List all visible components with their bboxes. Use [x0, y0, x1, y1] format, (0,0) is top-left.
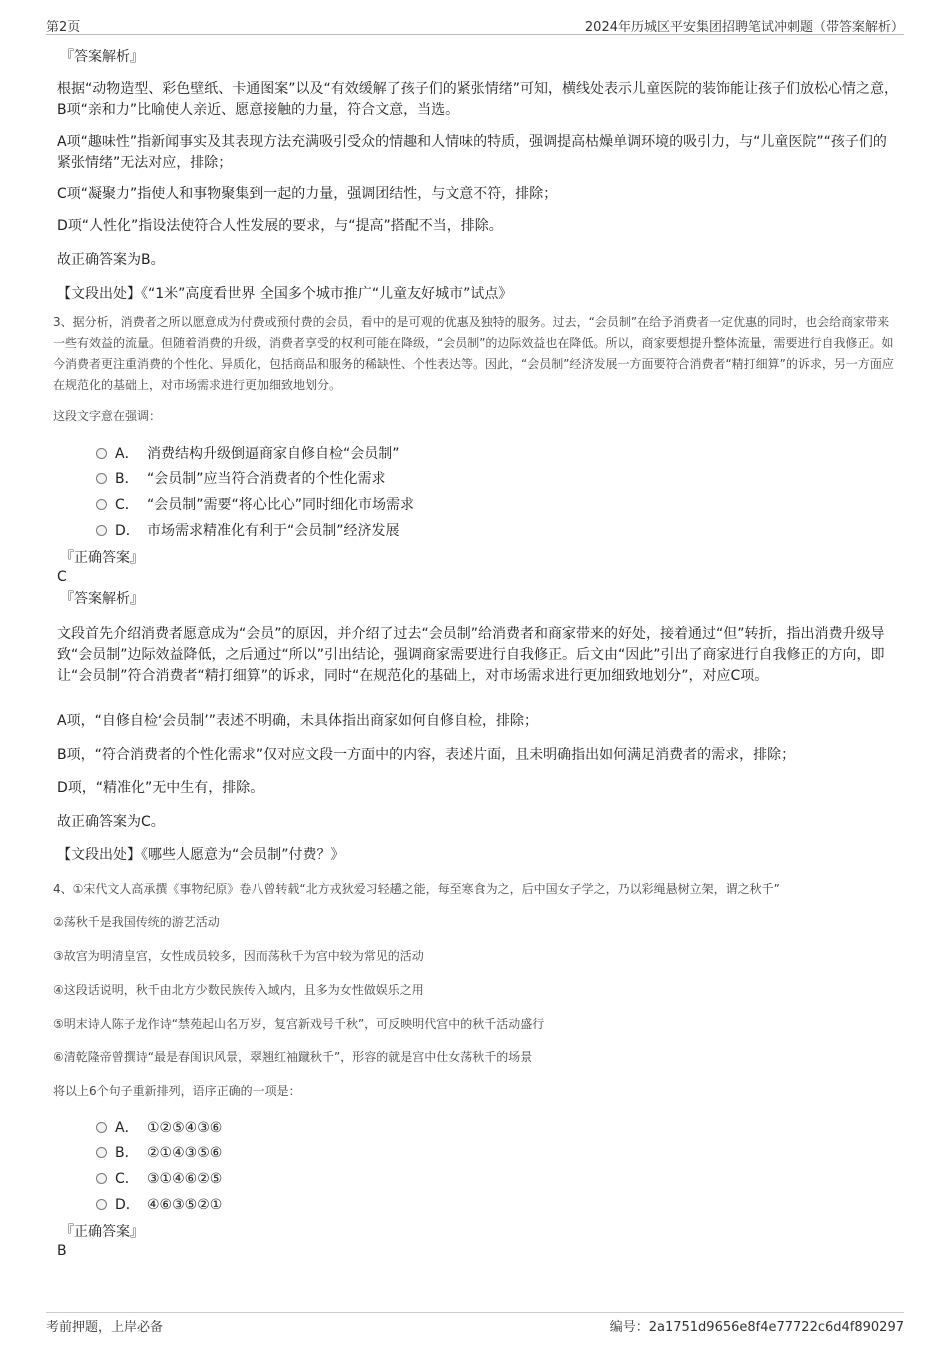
page-footer: [46, 1312, 904, 1337]
analysis-paragraph: A项“趣味性”指新闻事实及其表现方法充满吸引受众的情趣和人情味的特质，强调提高枯燥单调环境的吸引力，与“儿童医院”“孩子们的紧张情绪”无法对应，排除；: [57, 134, 887, 171]
answer-value: B: [57, 1243, 67, 1259]
sentence-2: ②荡秋千是我国传统的游艺活动: [53, 915, 220, 929]
analysis-label: 『答案解析』: [60, 49, 144, 65]
analysis-paragraph: 根据“动物造型、彩色壁纸、卡通图案”以及“有效缓解了孩子们的紧张情绪”可知，横线处表示儿童医院的装饰能让孩子们放松心情之意，B项“亲和力”比喻使人亲近、愿意接触的力量，符合文意，当选。: [57, 81, 899, 118]
option-c[interactable]: C． ③①④⑥②⑤: [96, 1169, 222, 1189]
analysis-paragraph: B项，“符合消费者的个性化需求”仅对应文段一方面中的内容，表述片面，且未明确指出如何满足消费者的需求，排除；: [57, 747, 796, 763]
conclusion: 故正确答案为B。: [57, 252, 165, 268]
radio-icon[interactable]: [96, 1122, 107, 1133]
analysis-paragraph: A项，“自修自检‘会员制’”表述不明确，未具体指出商家如何自修自检，排除；: [57, 713, 538, 729]
radio-icon[interactable]: [96, 473, 107, 484]
question-prompt: 将以上6个句子重新排列，语序正确的一项是：: [53, 1084, 301, 1098]
radio-icon[interactable]: [96, 1199, 107, 1210]
page-number: 第2页: [46, 20, 81, 35]
radio-icon[interactable]: [96, 499, 107, 510]
analysis-paragraph: D项“人性化”指设法使符合人性发展的要求，与“提高”搭配不当，排除。: [57, 218, 503, 234]
radio-icon[interactable]: [96, 525, 107, 536]
option-b[interactable]: B． “会员制”应当符合消费者的个性化需求: [96, 469, 386, 489]
option-d[interactable]: D． ④⑥③⑤②①: [96, 1195, 222, 1215]
sentence-1: 4、①宋代文人高承撰《事物纪原》卷八曾转载“北方戎狄爱习轻趫之能，每至寒食为之，后中国女子学之，乃以彩绳悬树立架，谓之秋千”: [53, 882, 780, 896]
option-b[interactable]: B． ②①④③⑤⑥: [96, 1143, 222, 1163]
answer-label: 『正确答案』: [60, 550, 144, 566]
sentence-6: ⑥清乾隆帝曾撰诗“最是春闺识风景，翠翘红袖蹴秋千”，形容的就是宫中仕女荡秋千的场景: [53, 1050, 533, 1064]
source-citation: 【文段出处】《“1米”高度看世界 全国多个城市推广“儿童友好城市”试点》: [57, 286, 513, 302]
footer-slogan: 考前押题，上岸必备: [46, 1320, 164, 1335]
question-stem: 3、据分析，消费者之所以愿意成为付费或预付费的会员，看中的是可观的优惠及独特的服务。过去，“会员制”在给予消费者一定优惠的同时，也会给商家带来一些有效益的流量。但随着消费的升级，消费者享受的权利可能在降级，“会员制”的边际效益也在降低。所以，商家要想提升整体流量，需要进行自我修正。如今消费者更注重消费的个性化、异质化，包括商品和服务的稀缺性、个性表达等。因此，“会员制”经济发展一方面要符合消费者“精打细算”的诉求，另一方面应在规范化的基础上，对市场需求进行更加细致地划分。: [53, 315, 894, 392]
document-id: 编号：2a1751d9656e8f4e77722c6d4f890297: [609, 1320, 904, 1335]
option-c[interactable]: C． “会员制”需要“将心比心”同时细化市场需求: [96, 495, 414, 515]
option-a[interactable]: A． 消费结构升级倒逼商家自修自检“会员制”: [96, 444, 400, 464]
option-a[interactable]: A． ①②⑤④③⑥: [96, 1118, 222, 1138]
answer-value: C: [57, 569, 67, 585]
analysis-paragraph: 文段首先介绍消费者愿意成为“会员”的原因，并介绍了过去“会员制”给消费者和商家带来的好处，接着通过“但”转折，指出消费升级导致“会员制”边际效益降低，之后通过“所以”引出结论，强调商家需要进行自我修正。后文由“因此”引出了商家进行自我修正的方向，即让“会员制”符合消费者“精打细算”的诉求，同时“在规范化的基础上，对市场需求进行更加细致地划分”，对应C项。: [57, 626, 885, 684]
radio-icon[interactable]: [96, 1147, 107, 1158]
page-header: [46, 14, 904, 35]
conclusion: 故正确答案为C。: [57, 814, 165, 830]
analysis-paragraph: D项，“精准化”无中生有，排除。: [57, 780, 265, 796]
sentence-3: ③故宫为明清皇宫，女性成员较多，因而荡秋千为宫中较为常见的活动: [53, 949, 424, 963]
document-title: 2024年历城区平安集团招聘笔试冲刺题（带答案解析）: [584, 20, 904, 35]
sentence-5: ⑤明末诗人陈子龙作诗“禁苑起山名万岁，复宫新戏号千秋”，可反映明代宫中的秋千活动盛行: [53, 1017, 545, 1031]
sentence-4: ④这段话说明，秋千由北方少数民族传入域内，且多为女性做娱乐之用: [53, 983, 424, 997]
source-citation: 【文段出处】《哪些人愿意为“会员制”付费？》: [57, 847, 345, 863]
option-d[interactable]: D． 市场需求精准化有利于“会员制”经济发展: [96, 521, 400, 541]
radio-icon[interactable]: [96, 1173, 107, 1184]
question-prompt: 这段文字意在强调：: [53, 409, 162, 423]
analysis-label: 『答案解析』: [60, 591, 144, 607]
answer-label: 『正确答案』: [60, 1224, 144, 1240]
analysis-paragraph: C项“凝聚力”指使人和事物聚集到一起的力量，强调团结性，与文意不符，排除；: [57, 186, 558, 202]
radio-icon[interactable]: [96, 448, 107, 459]
